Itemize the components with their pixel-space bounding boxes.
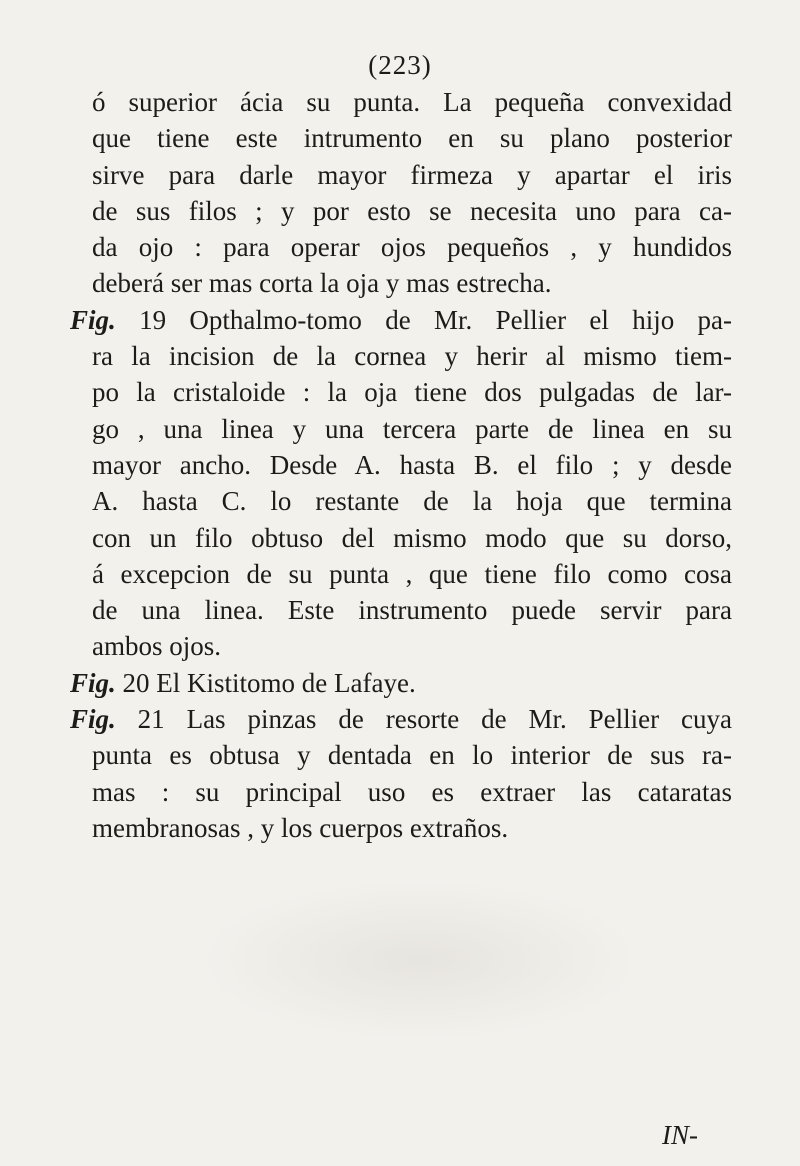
- text-line: sirve para darle mayor firmeza y apartar el iris: [92, 159, 732, 190]
- fig-21-heading: [70, 701, 732, 737]
- text-line: membranosas , y los cuerpos extraños.: [92, 812, 509, 843]
- paper-stain: [200, 880, 640, 1040]
- fig-caption: El Kistitomo de Lafaye.: [156, 667, 416, 698]
- text-line: mas : su principal uso es extraer las cataratas: [92, 776, 732, 807]
- text-line: ambos ojos.: [92, 631, 222, 662]
- text-line: de sus filos ; y por esto se necesita uno para ca-: [92, 195, 732, 226]
- text-line: A. hasta C. lo restante de la hoja que termina: [92, 486, 732, 517]
- text-line: de una linea. Este instrumento puede servir para: [92, 595, 732, 626]
- text-line: po la cristaloide : la oja tiene dos pulgadas de lar-: [92, 377, 732, 408]
- text-line: ó superior ácia su punta. La pequeña convexidad: [92, 87, 732, 117]
- text-line: go , una linea y una tercera parte de linea en su: [92, 413, 732, 444]
- text-line: ra la incision de la cornea y herir al mismo tiem-: [92, 341, 732, 372]
- text-line: mayor ancho. Desde A. hasta B. el filo ; y desde: [92, 449, 732, 480]
- fig-19-heading: [70, 302, 732, 338]
- page-number: (223): [368, 50, 432, 80]
- fig-caption: Opthalmo-tomo de Mr. Pellier el hijo pa-: [189, 304, 732, 335]
- text-line: á excepcion de su punta , que tiene filo como cosa: [92, 558, 732, 589]
- text-line: da ojo : para operar ojos pequeños , y hundidos: [92, 232, 732, 263]
- text-line: deberá ser mas corta la oja y mas estrecha.: [92, 268, 552, 299]
- catchword: IN-: [662, 1120, 698, 1150]
- body-text: [70, 84, 733, 846]
- fig-number: 20: [115, 667, 157, 698]
- text-line: punta es obtusa y dentada en lo interior de sus ra-: [92, 740, 732, 771]
- fig-label: Fig.: [70, 704, 116, 735]
- fig-number: 19: [115, 304, 190, 335]
- fig-caption: Las pinzas de resorte de Mr. Pellier cuya: [186, 704, 733, 735]
- fig-20-heading: [70, 665, 732, 701]
- fig-label: Fig.: [70, 667, 116, 698]
- text-line: con un filo obtuso del mismo modo que su dorso,: [92, 522, 732, 553]
- fig-label: Fig.: [70, 304, 116, 335]
- fig-number: 21: [115, 704, 187, 735]
- text-line: que tiene este intrumento en su plano posterior: [92, 123, 732, 154]
